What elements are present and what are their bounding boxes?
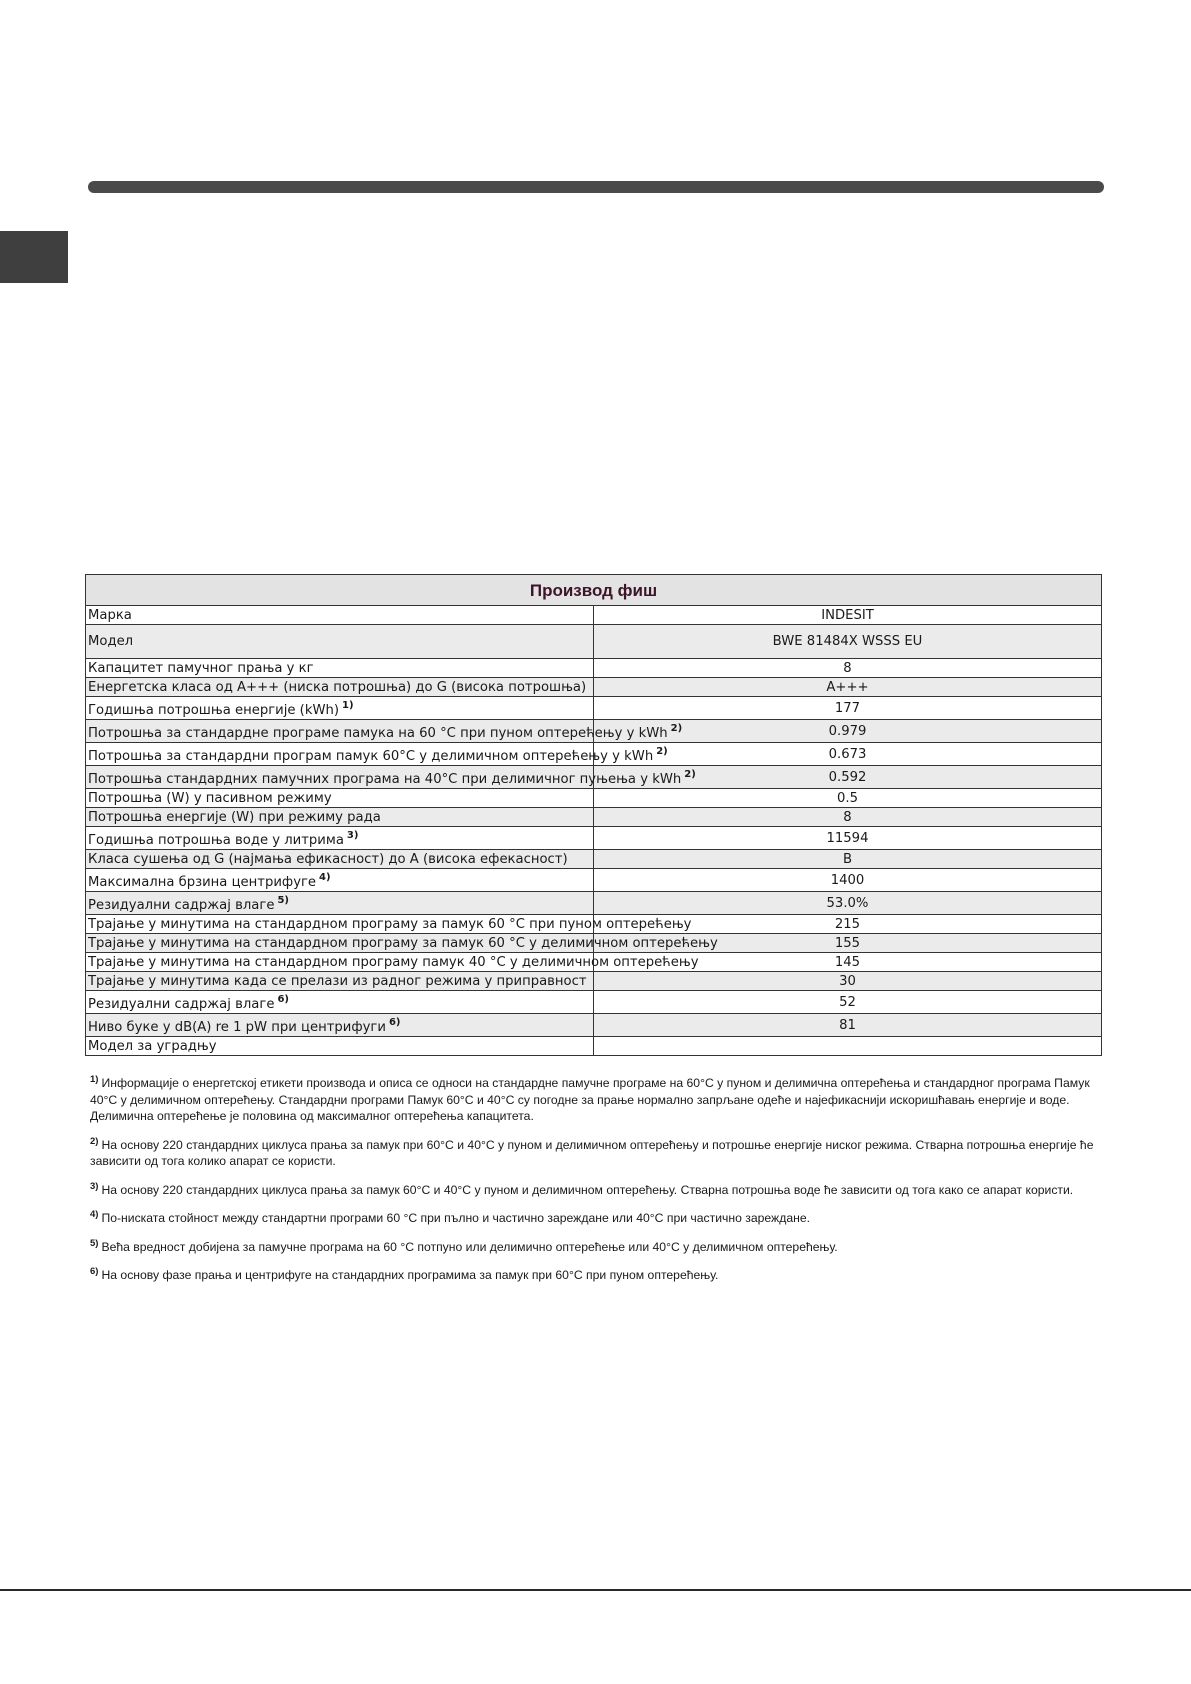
row-label-text: Потрошња стандардних памучних програма на 40°C при делимичног пуњења у kWh [88,772,682,787]
table-row [86,766,1102,789]
row-label [86,606,594,625]
row-value: B [594,850,1102,869]
footnotes [90,1072,1100,1293]
table-row [86,915,1102,934]
row-label-text: Потрошња за стандардне програме памука на 60 °C при пуном оптерећењу у kWh [88,726,668,741]
row-label-text: Резидуални садржај влаге [88,898,275,913]
table-row [86,1037,1102,1056]
footnote-text: На основу 220 стандардних циклуса прања за памук 60°C и 40°C у пуном и делимичном оптерећењу. Стварна потрошња воде ће зависити од тога како се апарат користи. [101,1182,1074,1197]
table-row [86,720,1102,743]
row-label-text: Енергетска класа од А+++ (ниска потрошња) до G (висока потрошња) [88,679,587,695]
row-label [86,766,696,789]
row-label-text: Резидуални садржај влаге [88,997,275,1012]
row-label-text: Марка [88,607,132,623]
section-tab-marker [0,231,68,283]
row-value: INDESIT [594,606,1102,625]
footer-rule [0,1589,1191,1591]
table-body [86,606,1102,1056]
footnote-text: По-ниската стойност между стандартни програми 60 °C при пълно и частично зареждане или 40°C при частично зареждане. [101,1211,810,1225]
footnote-mark: 2) [90,1135,99,1147]
row-value: 0.5 [594,789,1102,808]
footnote-ref: 5) [277,895,289,906]
row-label-text: Модел за уградњу [88,1038,217,1054]
row-label-text: Трајање у минутима када се прелази из радног режима у приправност [88,973,587,989]
footnote-ref: 6) [277,994,289,1005]
table-row [86,892,1102,915]
row-value: 52 [594,991,1102,1014]
table-row [86,827,1102,850]
row-label [86,808,594,827]
footnote [90,1179,1100,1199]
row-label-text: Потрошња енергије (W) при режиму рада [88,809,381,825]
header-rule [88,181,1104,193]
row-label [86,789,594,808]
table-row [86,1014,1102,1037]
footnote [90,1072,1100,1125]
row-value: 1400 [594,869,1102,892]
row-label [86,1014,594,1037]
row-value: 8 [594,659,1102,678]
row-value: 0.592 [594,766,1102,789]
row-label-text: Трајање у минутима на стандардном програму за памук 60 °C у делимичном оптерећењу [88,935,718,951]
footnote-text: Информације о енергетској етикети производа и описа се односи на стандардне памучне програме на 60°C у пуном и делимична оптерећења и стандардног програма Памук 40°C у делимичном оптерећењу. Стандардни програми Памук 60°C и 40°C су погодне за прање нормално запрљане одеће и најефикаснији искоришћавањ енергије и воде. Делимична оптерећење је половина од максималног оптерећења капацитета. [90,1076,1090,1123]
footnote-ref: 3) [346,830,359,841]
footnote-ref: 4) [319,872,331,883]
row-label [86,625,594,659]
row-label [86,743,668,766]
row-value: 30 [594,972,1102,991]
table-row [86,789,1102,808]
footnote-ref: 2) [684,769,696,780]
row-value: A+++ [594,678,1102,697]
row-label-text: Класа сушења од G (најмања ефикасност) до A (висока ефекасност) [88,851,568,867]
row-label [86,1037,594,1056]
footnote-mark: 3) [90,1180,99,1192]
footnote [90,1236,1100,1256]
row-value: 215 [594,915,1102,934]
row-label [86,953,699,972]
row-label [86,850,594,869]
footnote-ref: 2) [670,723,683,734]
table-row [86,850,1102,869]
table-row [86,991,1102,1014]
row-label-text: Потрошња (W) у пасивном режиму [88,790,332,806]
row-value: 8 [594,808,1102,827]
table-title: Производ фиш [86,575,1102,606]
row-label-text: Трајање у минутима на стандардном програму памук 40 °C у делимичном оптерећењу [88,954,699,970]
footnote-text: Већа вредност добијена за памучне програма на 60 °C потпуно или делимично оптерећење или 40°C у делимичном оптерећењу. [101,1239,838,1254]
row-value: 177 [594,697,1102,720]
row-label [86,915,692,934]
footnote-mark: 6) [90,1266,99,1277]
row-label-text: Максимална брзина центрифуге [88,875,317,890]
footnote-mark: 5) [90,1237,99,1249]
table-row [86,934,1102,953]
row-label [86,678,594,697]
table-row [86,953,1102,972]
row-label-text: Трајање у минутима на стандардном програму за памук 60 °C при пуном оптерећењу [88,916,692,932]
table-row [86,659,1102,678]
product-fiche-table [85,574,1102,1056]
row-value: 53.0% [594,892,1102,915]
footnote [90,1134,1100,1170]
row-label-text: Годишња потрошња воде у литрима [88,833,344,848]
table-row [86,697,1102,720]
row-value: BWE 81484X WSSS EU [594,625,1102,659]
row-label [86,972,594,991]
table-row [86,606,1102,625]
row-label [86,991,594,1014]
footnote-ref: 1) [342,700,354,711]
row-label [86,892,594,915]
row-value: 155 [594,934,1102,953]
footnote [90,1207,1100,1227]
row-value: 81 [594,1014,1102,1037]
row-value: 11594 [594,827,1102,850]
footnote-mark: 4) [90,1209,99,1220]
row-value [594,1037,1102,1056]
footnote-text: На основу 220 стандардних циклуса прања за памук при 60°C и 40°C у пуном и делимичном оптерећењу и потрошње енергије ниског режима. Стварна потрошња енергије ће зависити од тога колико апарат се користи. [90,1137,1094,1168]
table-row [86,625,1102,659]
table-row [86,972,1102,991]
footnote-text: На основу фазе прања и центрифуге на стандардних програмима за памук при 60°C при пуном оптерећењу. [101,1268,719,1282]
row-label [86,659,594,678]
row-label [86,720,683,743]
table-row [86,743,1102,766]
footnote [90,1264,1100,1284]
row-label-text: Модел [88,634,134,649]
row-label [86,697,594,720]
table-row [86,678,1102,697]
row-label-text: Ниво буке у dB(A) re 1 pW при центрифуги [88,1020,386,1035]
row-label [86,869,594,892]
row-label-text: Капацитет памучног прања у кг [88,660,314,676]
table-row [86,808,1102,827]
row-label-text: Годишња потрошња енергије (kWh) [88,703,340,718]
footnote-ref: 6) [388,1017,401,1028]
row-label-text: Потрошња за стандардни програм памук 60°C у делимичном оптерећењу у kWh [88,749,654,764]
row-label [86,934,718,953]
row-value: 0.979 [594,720,1102,743]
row-label [86,827,594,850]
footnote-mark: 1) [90,1074,99,1085]
row-value: 145 [594,953,1102,972]
row-value: 0.673 [594,743,1102,766]
table-row [86,869,1102,892]
footnote-ref: 2) [656,746,668,757]
